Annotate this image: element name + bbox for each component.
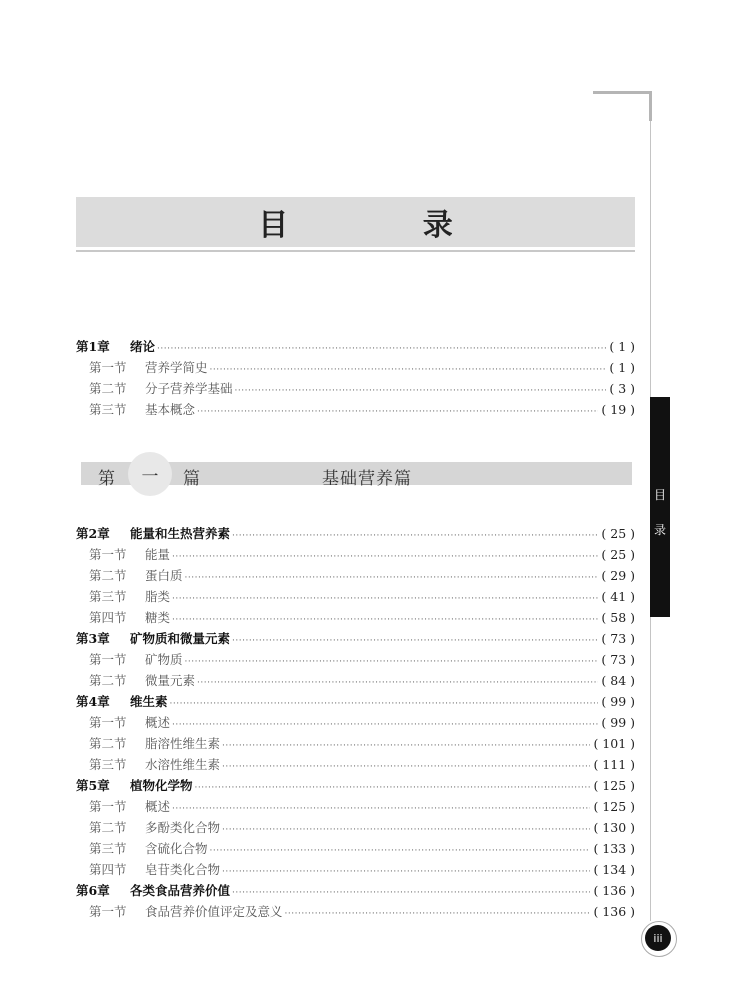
toc-section-row[interactable] bbox=[76, 859, 635, 880]
part-number-circle bbox=[128, 452, 172, 496]
toc-section-row[interactable] bbox=[76, 901, 635, 922]
toc-entry-page: ( 101 ) bbox=[593, 736, 635, 751]
toc-entry-title: 概述 bbox=[145, 715, 171, 730]
toc-entry-page: ( 1 ) bbox=[609, 339, 635, 354]
toc-leader-dots bbox=[222, 862, 590, 883]
toc-entry-number: 第一节 bbox=[89, 904, 127, 919]
toc-chapter-row[interactable] bbox=[76, 775, 635, 796]
contents-title-band bbox=[76, 197, 635, 247]
toc-leader-dots bbox=[232, 526, 598, 547]
toc-entry-page: ( 125 ) bbox=[593, 778, 635, 793]
toc-entry-page: ( 99 ) bbox=[601, 715, 635, 730]
toc-section-row[interactable] bbox=[76, 670, 635, 691]
toc-entry-title: 能量 bbox=[145, 547, 171, 562]
toc-section-row[interactable] bbox=[76, 817, 635, 838]
toc-leader-dots bbox=[172, 799, 590, 820]
side-tab bbox=[650, 397, 670, 617]
toc-entry-page: ( 111 ) bbox=[593, 757, 635, 772]
toc-entry-title: 多酚类化合物 bbox=[145, 820, 221, 835]
toc-entry-number: 第一节 bbox=[89, 715, 127, 730]
toc-entry-title: 绪论 bbox=[130, 339, 156, 354]
part-prefix: 第 bbox=[98, 469, 115, 489]
toc-leader-dots bbox=[222, 757, 590, 778]
toc-entry-title: 维生素 bbox=[130, 694, 168, 709]
toc-entry-number: 第5章 bbox=[76, 778, 110, 793]
toc-leader-dots bbox=[285, 904, 591, 925]
side-tab-char-1: 目 bbox=[653, 488, 666, 502]
toc-entry-page: ( 25 ) bbox=[601, 526, 635, 541]
toc-entry-title: 微量元素 bbox=[145, 673, 196, 688]
toc-entry-number: 第三节 bbox=[89, 589, 127, 604]
toc-entry-title: 水溶性维生素 bbox=[145, 757, 221, 772]
toc-entry-title: 基本概念 bbox=[145, 402, 196, 417]
toc-chapter-row[interactable] bbox=[76, 880, 635, 901]
toc-leader-dots bbox=[172, 715, 598, 736]
toc-entry-page: ( 3 ) bbox=[609, 381, 635, 396]
toc-entry-title: 蛋白质 bbox=[145, 568, 183, 583]
toc-entry-page: ( 133 ) bbox=[593, 841, 635, 856]
toc-section-row[interactable] bbox=[76, 378, 635, 399]
toc-chapter-row[interactable] bbox=[76, 628, 635, 649]
toc-leader-dots bbox=[172, 610, 598, 631]
toc-leader-dots bbox=[157, 339, 606, 360]
toc-section-row[interactable] bbox=[76, 607, 635, 628]
toc-entry-page: ( 1 ) bbox=[609, 360, 635, 375]
part-number: 一 bbox=[141, 466, 159, 487]
toc-entry-number: 第一节 bbox=[89, 652, 127, 667]
toc-entry-title: 矿物质 bbox=[145, 652, 183, 667]
toc-leader-dots bbox=[195, 778, 591, 799]
toc-entry-title: 营养学简史 bbox=[145, 360, 208, 375]
toc-entry-page: ( 84 ) bbox=[601, 673, 635, 688]
toc-leader-dots bbox=[172, 589, 598, 610]
side-tab-char-2: 录 bbox=[653, 523, 666, 537]
title-underline bbox=[76, 250, 635, 252]
toc-entry-title: 概述 bbox=[145, 799, 171, 814]
toc-leader-dots bbox=[210, 841, 591, 862]
toc-entry-title: 食品营养价值评定及意义 bbox=[145, 904, 283, 919]
toc-entry-number: 第1章 bbox=[76, 339, 110, 354]
toc-entry-title: 分子营养学基础 bbox=[145, 381, 233, 396]
toc-entry-page: ( 99 ) bbox=[601, 694, 635, 709]
toc-entry-number: 第3章 bbox=[76, 631, 110, 646]
toc-section-row[interactable] bbox=[76, 733, 635, 754]
toc-entry-number: 第四节 bbox=[89, 610, 127, 625]
toc-entry-number: 第一节 bbox=[89, 799, 127, 814]
toc-section-row[interactable] bbox=[76, 712, 635, 733]
part-name: 基础营养篇 bbox=[322, 469, 412, 489]
toc-entry-page: ( 130 ) bbox=[593, 820, 635, 835]
toc-entry-number: 第二节 bbox=[89, 673, 127, 688]
toc-section-intro bbox=[76, 336, 635, 420]
toc-entry-page: ( 134 ) bbox=[593, 862, 635, 877]
toc-section-row[interactable] bbox=[76, 796, 635, 817]
corner-mark-vertical bbox=[649, 91, 652, 121]
corner-mark-horizontal bbox=[593, 91, 651, 94]
toc-entry-title: 脂溶性维生素 bbox=[145, 736, 221, 751]
part-suffix: 篇 bbox=[183, 469, 200, 489]
toc-entry-title: 能量和生热营养素 bbox=[130, 526, 231, 541]
toc-entry-number: 第三节 bbox=[89, 402, 127, 417]
toc-leader-dots bbox=[185, 568, 599, 589]
toc-entry-number: 第4章 bbox=[76, 694, 110, 709]
toc-entry-number: 第二节 bbox=[89, 381, 127, 396]
toc-leader-dots bbox=[197, 673, 598, 694]
toc-entry-page: ( 73 ) bbox=[601, 631, 635, 646]
toc-entry-number: 第三节 bbox=[89, 841, 127, 856]
toc-leader-dots bbox=[222, 736, 590, 757]
toc-entry-number: 第三节 bbox=[89, 757, 127, 772]
toc-entry-number: 第6章 bbox=[76, 883, 110, 898]
toc-entry-number: 第二节 bbox=[89, 736, 127, 751]
toc-section-row[interactable] bbox=[76, 357, 635, 378]
toc-leader-dots bbox=[172, 547, 598, 568]
toc-entry-title: 含硫化合物 bbox=[145, 841, 208, 856]
toc-leader-dots bbox=[235, 381, 607, 402]
page-number-badge bbox=[645, 925, 671, 951]
toc-entry-title: 皂苷类化合物 bbox=[145, 862, 221, 877]
toc-entry-number: 第一节 bbox=[89, 547, 127, 562]
toc-entry-page: ( 19 ) bbox=[601, 402, 635, 417]
toc-entry-number: 第一节 bbox=[89, 360, 127, 375]
toc-leader-dots bbox=[197, 402, 598, 423]
toc-entry-number: 第2章 bbox=[76, 526, 110, 541]
toc-section-row[interactable] bbox=[76, 649, 635, 670]
toc-section-row[interactable] bbox=[76, 544, 635, 565]
toc-leader-dots bbox=[222, 820, 590, 841]
toc-section-row[interactable] bbox=[76, 754, 635, 775]
toc-entry-page: ( 58 ) bbox=[601, 610, 635, 625]
toc-entry-page: ( 25 ) bbox=[601, 547, 635, 562]
toc-entry-title: 矿物质和微量元素 bbox=[130, 631, 231, 646]
toc-chapter-row[interactable] bbox=[76, 691, 635, 712]
toc-section-part-one bbox=[76, 523, 635, 922]
toc-entry-title: 植物化学物 bbox=[130, 778, 193, 793]
toc-section-row[interactable] bbox=[76, 838, 635, 859]
toc-entry-page: ( 125 ) bbox=[593, 799, 635, 814]
toc-leader-dots bbox=[232, 883, 590, 904]
toc-entry-number: 第二节 bbox=[89, 568, 127, 583]
toc-leader-dots bbox=[185, 652, 599, 673]
page-number: iii bbox=[653, 931, 663, 945]
toc-chapter-row[interactable] bbox=[76, 336, 635, 357]
toc-entry-title: 各类食品营养价值 bbox=[130, 883, 231, 898]
toc-leader-dots bbox=[170, 694, 599, 715]
toc-entry-title: 脂类 bbox=[145, 589, 171, 604]
page-title: 目 录 bbox=[258, 208, 515, 243]
toc-entry-page: ( 29 ) bbox=[601, 568, 635, 583]
toc-entry-number: 第二节 bbox=[89, 820, 127, 835]
toc-section-row[interactable] bbox=[76, 586, 635, 607]
toc-entry-title: 糖类 bbox=[145, 610, 171, 625]
toc-section-row[interactable] bbox=[76, 399, 635, 420]
toc-entry-page: ( 136 ) bbox=[593, 883, 635, 898]
toc-leader-dots bbox=[232, 631, 598, 652]
toc-entry-number: 第四节 bbox=[89, 862, 127, 877]
toc-entry-page: ( 73 ) bbox=[601, 652, 635, 667]
toc-entry-page: ( 136 ) bbox=[593, 904, 635, 919]
toc-leader-dots bbox=[210, 360, 607, 381]
toc-section-row[interactable] bbox=[76, 565, 635, 586]
toc-chapter-row[interactable] bbox=[76, 523, 635, 544]
toc-entry-page: ( 41 ) bbox=[601, 589, 635, 604]
